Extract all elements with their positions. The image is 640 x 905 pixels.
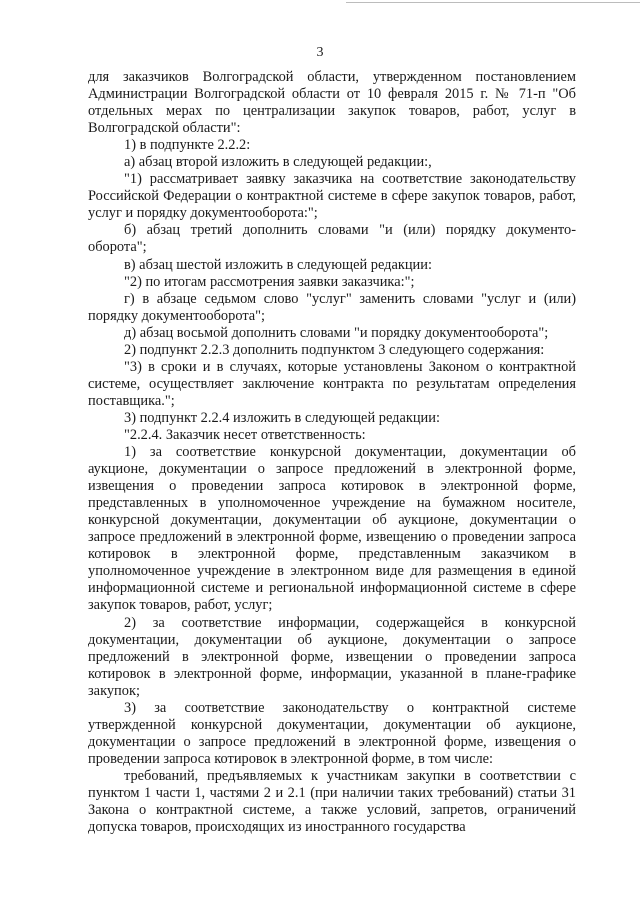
paragraph: 2) подпункт 2.2.3 дополнить подпунктом 3 следующего содержания: — [124, 341, 545, 358]
paragraph: "1) рассматривает заявку заказчика на соответствие законодательству Российской Федерации о контрактной системе в сфере закупок товаров, работ, услуг и порядку документооборота:"; — [88, 171, 576, 222]
paragraph: б) абзац третий дополнить словами "и (или) порядку документо-оборота"; — [88, 222, 576, 256]
paragraph: д) абзац восьмой дополнить словами "и порядку документооборота"; — [124, 324, 549, 341]
page-number: 3 — [316, 45, 324, 60]
document-body — [88, 69, 576, 836]
paragraph: а) абзац второй изложить в следующей редакции:, — [124, 154, 432, 171]
paragraph: "3) в сроки и в случаях, которые установлены Законом о контрактной системе, осуществляет заключение контракта по результатам определения поставщика."; — [88, 358, 576, 409]
paragraph: 3) подпункт 2.2.4 изложить в следующей редакции: — [124, 409, 440, 426]
paragraph: требований, предъявляемых к участникам закупки в соответствии с пунктом 1 части 1, частями 2 и 2.1 (при наличии таких требований) статьи 31 Закона о контрактной системе, а также условий, запретов, ограничений допуска товаров, происходящих из иностранного государства — [88, 767, 576, 836]
paragraph: 1) за соответствие конкурсной документации, документации об аукционе, документации о запросе предложений в электронной форме, извещения о проведении запроса котировок в электронной форме, представленных в уполномоченное учреждение на бумажном носителе, конкурсной документации, документации об аукционе, документации о запросе предложений в электронной форме, извещению о проведении запроса котировок в электронной форме, представленным заказчиком в уполномоченное учреждение в электронном виде для размещения в единой информационной системе и региональной информационной системе в сфере закупок товаров, работ, услуг; — [88, 444, 576, 614]
paragraph: 1) в подпункте 2.2.2: — [124, 137, 251, 154]
paragraph: "2) по итогам рассмотрения заявки заказчика:"; — [124, 273, 415, 290]
paragraph: 2) за соответствие информации, содержащейся в конкурсной документации, документации об аукционе, документации о запросе предложений в электронной форме, извещении о проведении запроса котировок в электронной форме, информации, указанной в плане-графике закупок; — [88, 614, 576, 699]
paragraph: для заказчиков Волгоградской области, утвержденном постановлением Администрации Волгоградской области от 10 февраля 2015 г. № 71-п "Об отдельных мерах по централизации закупок товаров, работ, услуг в Волгоградской области": — [88, 69, 576, 137]
scan-edge-line — [346, 2, 640, 3]
paragraph: 3) за соответствие законодательству о контрактной системе утвержденной конкурсной документации, документации об аукционе, документации о запросе предложений в электронной форме, извещения о проведении запроса котировок в электронной форме, в том числе: — [88, 699, 576, 767]
paragraph: г) в абзаце седьмом слово "услуг" заменить словами "услуг и (или) порядку документооборота"; — [88, 290, 576, 324]
paragraph: "2.2.4. Заказчик несет ответственность: — [124, 426, 366, 443]
paragraph: в) абзац шестой изложить в следующей редакции: — [124, 256, 432, 273]
